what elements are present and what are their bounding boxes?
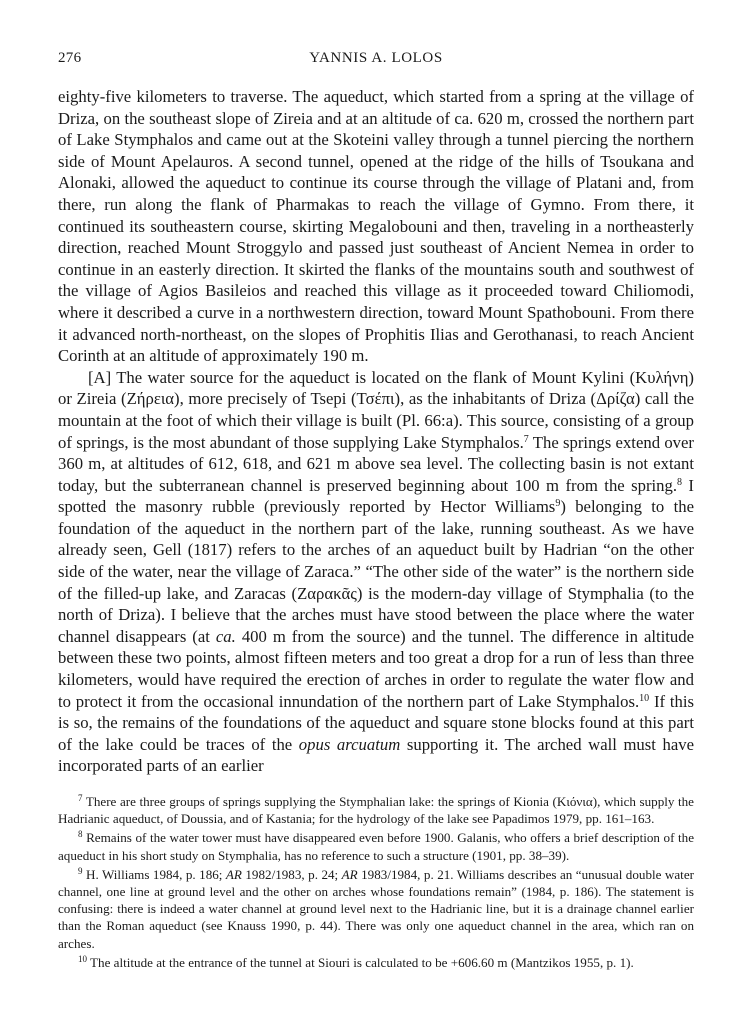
footnotes: [58, 793, 694, 971]
footnote-ref-9[interactable]: 9: [555, 498, 561, 510]
text-run: 400 m from the source) and the tunnel. The difference in altitude between these two points, almost fifteen meters and too great a drop for a run of less than three kilometers, would have required the erection of arches in order to regulate the water flow and to protect it from the occasional innundation of the northern part of Lake Stymphalos.: [58, 626, 694, 711]
paragraph-2: [58, 367, 694, 777]
footnote-ref-7[interactable]: 7: [523, 433, 529, 445]
text-run: supporting it. The arched wall must have incorporated parts of an earlier: [58, 734, 694, 776]
paragraph-1: eighty-five kilometers to traverse. The aqueduct, which started from a spring at the village of Driza, on the southeast slope of Zireia and at an altitude of ca. 620 m, crossed the northern part of Lake Stymphalos and came out at the Skoteini valley through a tunnel piercing the northern side of Mount Apelauros. A second tunnel, opened at the ridge of the hills of Tsoukana and Alonaki, allowed the aqueduct to continue its course through the village of Platani and, from there, run along the flank of Pharmakas to reach the village of Gymno. From there, it continued its southeastern course, skirting Megalobouni and then, traveling in a northeasterly direction, reached Mount Stroggylo and passed just southeast of Ancient Nemea in order to continue in an easterly direction. It skirted the flanks of the mountains south and southwest of the village of Agios Basileios and reached this village as it proceeded toward Chiliomodi, where it described a curve in a northwestern direction, toward Mount Spathobouni. From there it advanced north-northeast, on the slopes of Prophitis Ilias and Gerothanasi, to reach Ancient Corinth at an altitude of approximately 190 m.: [58, 87, 694, 366]
footnote-number: 8: [78, 829, 83, 840]
italic-ar: AR: [225, 866, 242, 882]
text-run: ) belonging to the foundation of the aqueduct in the northern part of the lake, running southeast. As we have already seen, Gell (1817) refers to the arches of an aqueduct built by Hadrian “on the other side of the water, near the village of Zaraca.” “The other side of the water” is the northern side of the filled-up lake, and Zaracas (Ζαρακᾶς) is the modern-day village of Stymphalia (to the north of Driza). I believe that the arches must have stood between the place where the water channel disappears (at: [58, 497, 694, 646]
section-label: [A]: [88, 367, 112, 387]
running-title: YANNIS A. LOLOS: [309, 50, 443, 66]
footnote-number: 7: [78, 793, 83, 803]
body-text: [58, 86, 694, 777]
footnote-text: 1983/1984, p. 21. Williams describes an “unusual double water channel, one line at ground level and the other on arches whose foundations remain” (1984, p. 186). The statement is confusing: there is indeed a water channel at ground level next to the Hadrianic line, but it is a drainage channel earlier than the Roman aqueduct (see Knauss 1990, p. 44). There was only one aqueduct channel in the area, which ran on arches.: [58, 866, 694, 951]
footnote-ref-10[interactable]: 10: [639, 692, 650, 704]
page: [58, 50, 694, 973]
footnote-9: [58, 866, 694, 952]
footnote-text: 1982/1983, p. 24;: [241, 866, 342, 882]
footnote-8: [58, 829, 694, 863]
text-run: If this is so, the remains of the foundations of the aqueduct and square stone blocks found at this part of the lake could be traces of the: [58, 691, 694, 754]
text-run: The water source for the aqueduct is located on the flank of Mount Kylini (Κυλήνη) or Zireia (Ζήρεια), more precisely of Tsepi (Τσέπι), as the inhabitants of Driza (Δρίζα) call the mountain at the foot of which their village is built (Pl. 66:a). This source, consisting of a group of springs, is the most abundant of those supplying Lake Stymphalos.: [58, 367, 694, 452]
footnote-number: 9: [78, 865, 83, 876]
footnote-number: 10: [78, 953, 87, 964]
footnote-text: The altitude at the entrance of the tunnel at Siouri is calculated to be +606.60 m (Mantzikos 1955, p. 1).: [90, 954, 634, 970]
footnote-7: [58, 793, 694, 827]
running-head: [58, 50, 694, 72]
footnote-ref-8[interactable]: 8: [677, 476, 683, 488]
footnote-text: Remains of the water tower must have disappeared even before 1900. Galanis, who offers a brief description of the aqueduct in his short study on Stymphalia, has no reference to such a structure (1901, pp. 38–39).: [58, 830, 695, 863]
page-number: 276: [58, 50, 82, 66]
text-run: I spotted the masonry rubble (previously reported by Hector Williams: [58, 475, 694, 517]
text-run: The springs extend over 360 m, at altitudes of 612, 618, and 621 m above sea level. The collecting basin is not extant today, but the subterranean channel is preserved beginning about 100 m from the spring.: [58, 432, 694, 495]
italic-ar: AR: [341, 866, 358, 882]
footnote-text: There are three groups of springs supplying the Stymphalian lake: the springs of Kionia (Κιόνια), which supply the Hadrianic aqueduct, of Doussia, and of Kastania; for the hydrology of the lake see Papadimos 1979, pp. 161–163.: [58, 794, 694, 827]
footnote-text: H. Williams 1984, p. 186;: [85, 866, 226, 882]
footnote-10: [58, 954, 694, 971]
italic-ca: ca.: [215, 626, 236, 646]
italic-opus-arcuatum: opus arcuatum: [298, 734, 401, 754]
